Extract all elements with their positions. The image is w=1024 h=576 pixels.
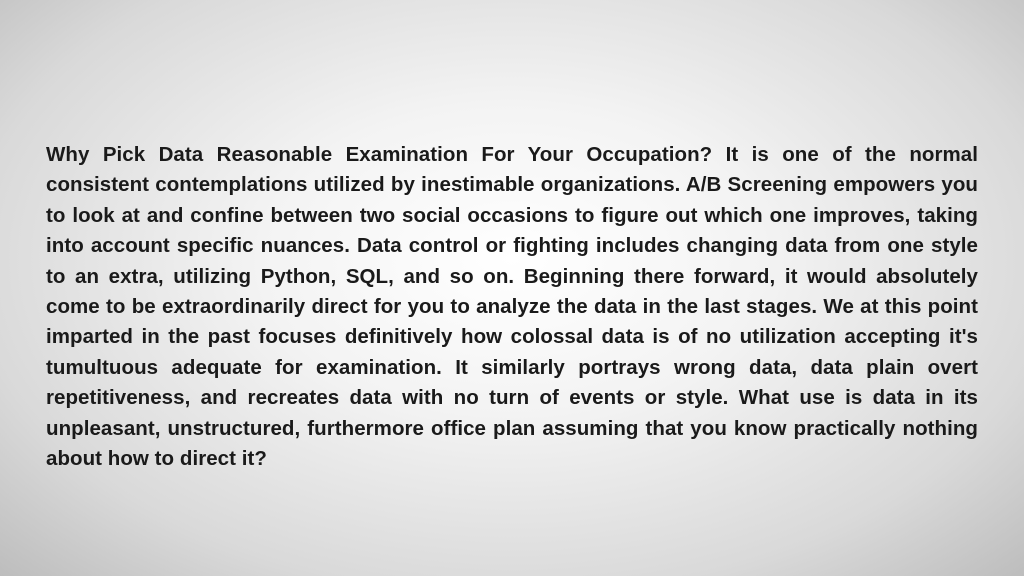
slide-body-paragraph: Why Pick Data Reasonable Examination For Your Occupation? It is one of the normal consistent contemplations utilized by inestimable organizations. A/B Screening empowers you to look at and confine between two social occasions to figure out which one improves, taking into account specific nuances. Data control or fighting includes changing data from one style to an extra, utilizing Python, SQL, and so on. Beginning there forward, it would absolutely come to be extraordinarily direct for you to analyze the data in the last stages. We at this point imparted in the past focuses definitively how colossal data is of no utilization accepting it's tumultuous adequate for examination. It similarly portrays wrong data, data plain overt repetitiveness, and recreates data with no turn of events or style. What use is data in its unpleasant, unstructured, furthermore office plan assuming that you know practically nothing about how to direct it? <box>46 143 978 471</box>
